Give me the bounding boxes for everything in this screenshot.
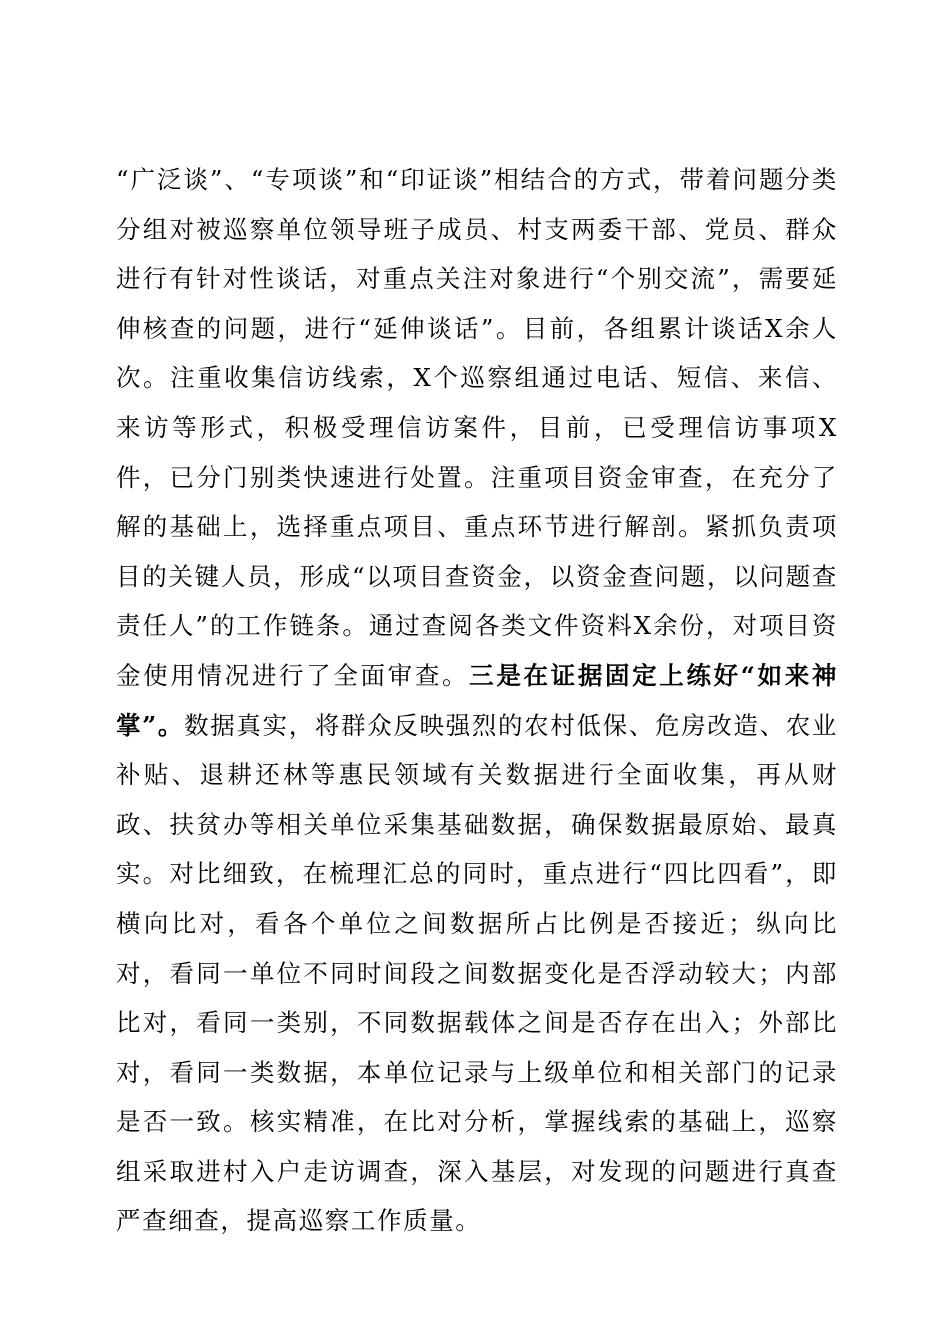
paragraph-text-part2: 数据真实，将群众反映强烈的农村低保、危房改造、农业补贴、退耕还林等惠民领域有关数据进行全面收集，再从财政、扶贫办等相关单位采集基础数据，确保数据最原始、最真实。对比细致，在梳理汇总的同时，重点进行“四比四看”，即横向比对，看各个单位之间数据所占比例是否接近；纵向比对，看同一单位不同时间段之间数据变化是否浮动较大；内部比对，看同一类别，不同数据载体之间是否存在出入；外部比对，看同一类数据，本单位记录与上级单位和相关部门的记录是否一致。核实精准，在比对分析，掌握线索的基础上，巡察组采取进村入户走访调查，深入基层，对发现的问题进行真查严查细查，提高巡察工作质量。 (116, 710, 838, 1236)
section-heading-inline: 三是在证据固定上练好“如来神掌”。 (116, 660, 838, 740)
body-paragraph (116, 155, 838, 1246)
paragraph-text-part1: “广泛谈”、“专项谈”和“印证谈”相结合的方式，带着问题分类分组对被巡察单位领导班子成员、村支两委干部、党员、群众进行有针对性谈话，对重点关注对象进行“个别交流”，需要延伸核查的问题，进行“延伸谈话”。目前，各组累计谈话X余人次。注重收集信访线索，X个巡察组通过电话、短信、来信、来访等形式，积极受理信访案件，目前，已受理信访事项X件，已分门别类快速进行处置。注重项目资金审查，在充分了解的基础上，选择重点项目、重点环节进行解剖。紧抓负责项目的关键人员，形成“以项目查资金，以资金查问题，以问题查责任人”的工作链条。通过查阅各类文件资料X余份，对项目资金使用情况进行了全面审查。 (116, 165, 838, 690)
